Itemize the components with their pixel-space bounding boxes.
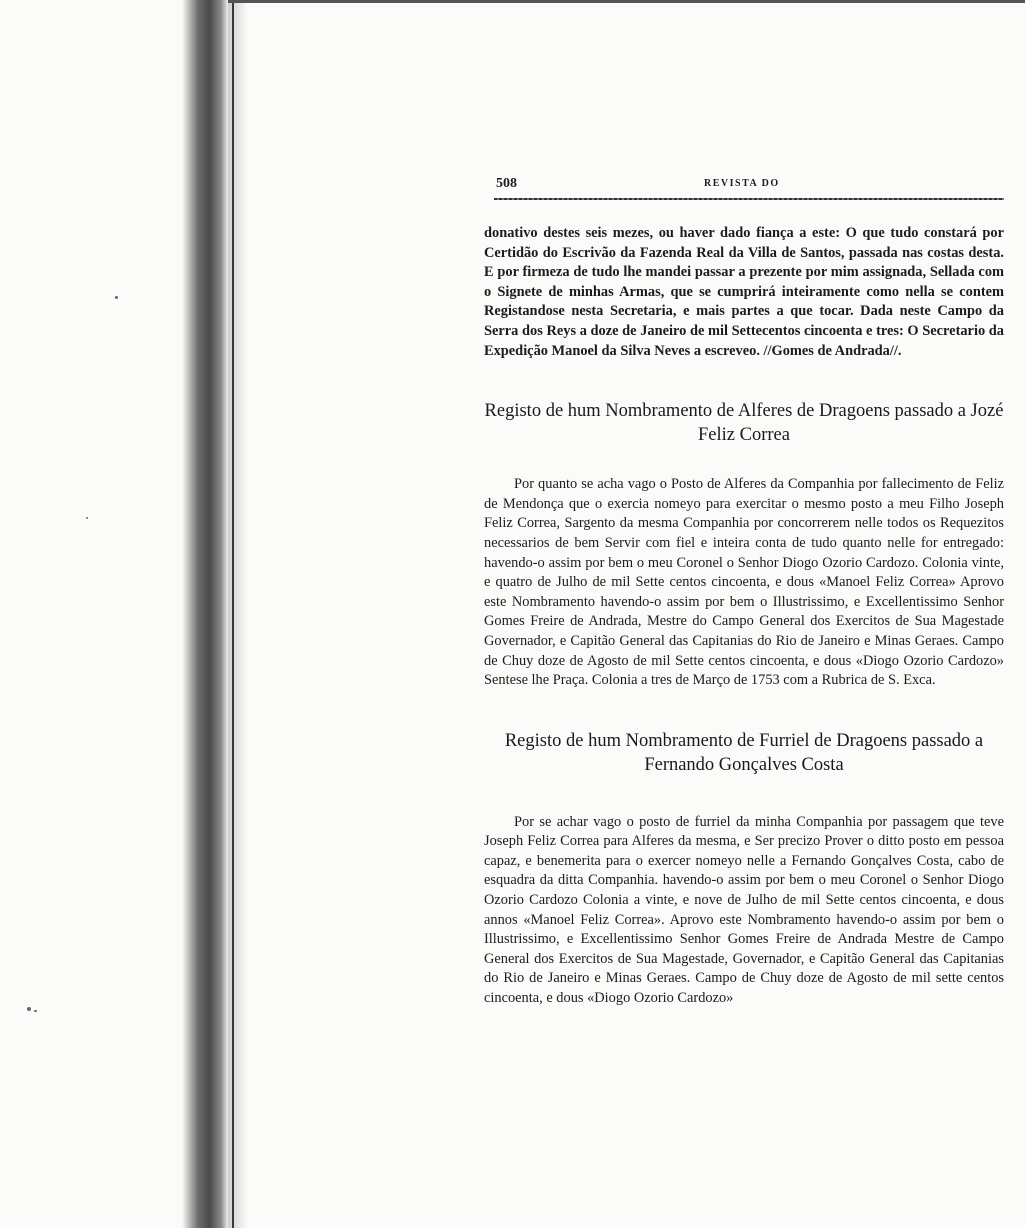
book-gutter-shadow bbox=[182, 0, 228, 1228]
dust-speck bbox=[27, 1007, 31, 1011]
header-rule bbox=[494, 198, 1004, 200]
dust-speck bbox=[115, 296, 118, 299]
top-edge bbox=[228, 0, 1025, 3]
page-content bbox=[484, 176, 1004, 1009]
continuation-paragraph: donativo destes seis mezes, ou haver dado fiança a este: O que tudo constará por Certidão do Escrivão da Fazenda Real da Villa de Santos, passada nas costas desta. E por firmeza de tudo lhe mandei passar a prezente por mim assignada, Sellada com o Signete de minhas Armas, que se cumprirá inteiramente como nella se contem Registandose nesta Secretaria, e mais partes a que tocar. Dada neste Campo da Serra dos Reys a doze de Janeiro de mil Settecentos cincoenta e tres: O Secretario da Expedição Manoel da Silva Neves a escreveo. //Gomes de Andrada//. bbox=[484, 225, 1004, 359]
section-heading-furriel: Registo de hum Nombramento de Furriel de Dragoens passado a Fernando Gonçalves Costa bbox=[504, 730, 984, 775]
section-heading-alferes: Registo de hum Nombramento de Alferes de Dragoens passado a Jozé Feliz Correa bbox=[484, 401, 1004, 446]
dust-speck bbox=[34, 1010, 37, 1012]
running-head bbox=[484, 176, 1004, 196]
dust-speck bbox=[86, 517, 88, 519]
section-body-alferes: Por quanto se acha vago o Posto de Alferes da Companhia por fallecimento de Feliz de Mendonça que o exercia nomeyo para exercitar o mesmo posto a meu Filho Joseph Feliz Correa, Sargento da mesma Companhia por concorrerem nelle todos os Requezitos necessarios de bem Servir com fiel e inteira conta de tudo quanto nelle for entregado: havendo-o assim por bem o meu Coronel o Senhor Diogo Ozorio Cardozo. Colonia vinte, e quatro de Julho de mil Sette centos cincoenta, e dous «Manoel Feliz Correa» Aprovo este Nombramento havendo-o assim por bem o Illustrissimo, e Excellentissimo Senhor Gomes Freire de Andrada, Mestre do Campo General dos Exercitos de Sua Magestade Governador, e Capitão General das Capitanias do Rio de Janeiro e Minas Geraes. Campo de Chuy doze de Agosto de mil Sette centos cincoenta, e dous «Diogo Ozorio Cardozo» Sentese lhe Praça. Colonia a tres de Março de 1753 com a Rubrica de S. Exca. bbox=[484, 476, 1004, 689]
section-body-furriel: Por se achar vago o posto de furriel da minha Companhia por passagem que teve Joseph Feliz Correa para Alferes da mesma, e Ser precizo Prover o ditto posto em pessoa capaz, e benemerita para o exercer nomeyo nelle a Fernando Gonçalves Costa, cabo de esquadra da ditta Companhia. havendo-o assim por bem o meu Coronel o Senhor Diogo Ozorio Cardozo Colonia a vinte, e nove de Julho de mil Sette centos cincoenta, e dous annos «Manoel Feliz Correa». Aprovo este Nombramento havendo-o assim por bem o Illustrissimo, e Excellentissimo Senhor Gomes Freire de Andrada Mestre de Campo General dos Exercitos de Sua Magestade, Governador, e Capitão General das Capitanias do Rio de Janeiro e Minas Geraes. Campo de Chuy doze de Agosto de mil sette centos cincoenta, e dous «Diogo Ozorio Cardozo» bbox=[484, 813, 1004, 1007]
gutter-fade bbox=[228, 0, 248, 1228]
journal-title: REVISTA DO bbox=[704, 178, 780, 189]
page-number: 508 bbox=[496, 176, 517, 191]
gutter-line bbox=[232, 0, 234, 1228]
